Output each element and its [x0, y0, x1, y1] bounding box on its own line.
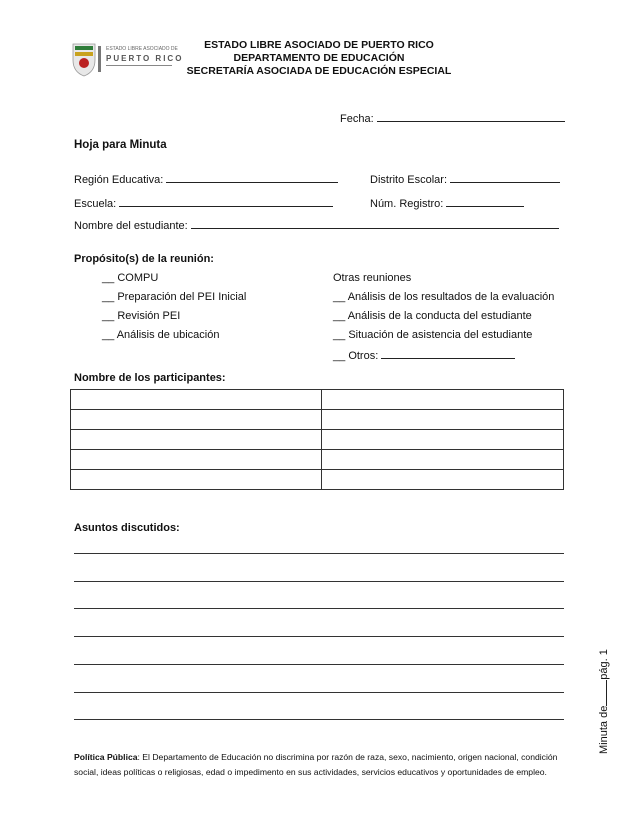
escuela-row [74, 196, 333, 210]
logo-line-1: ESTADO LIBRE ASOCIADO DE [106, 46, 178, 52]
region-row [74, 172, 338, 186]
table-row [71, 430, 564, 450]
distrito-label: Distrito Escolar: [370, 174, 448, 186]
registro-field[interactable] [446, 196, 524, 207]
checkbox-blank[interactable]: __ [102, 272, 115, 284]
participant-cell[interactable] [71, 410, 322, 430]
checkbox-blank[interactable]: __ [333, 310, 346, 322]
participants-table [70, 389, 564, 490]
policy-text: : El Departamento de Educación no discrimina por razón de raza, sexo, nacimiento, origen nacional, condición social, ideas políticas o religiosas, edad o impedimento en sus actividades, servicios educativos y oportunidades de empleo. [74, 752, 558, 777]
estudiante-field[interactable] [191, 218, 559, 229]
checkbox-blank[interactable]: __ [102, 329, 115, 341]
issues-line[interactable] [74, 719, 564, 720]
purpose-left-label: COMPU [117, 272, 159, 284]
purpose-left-label: Análisis de ubicación [116, 329, 220, 341]
purpose-right-item[interactable] [333, 348, 515, 362]
page-marker [596, 649, 610, 754]
table-row [71, 450, 564, 470]
purpose-right-item[interactable] [333, 329, 532, 341]
participant-cell[interactable] [322, 390, 564, 410]
logo-line-2: PUERTO RICO [106, 54, 184, 63]
purpose-right-label: Situación de asistencia del estudiante [348, 329, 533, 341]
page-marker-suffix: pág. 1 [598, 649, 610, 680]
policy-label: Política Pública [74, 752, 138, 762]
registro-row [370, 196, 524, 210]
participant-cell[interactable] [71, 470, 322, 490]
participant-cell[interactable] [322, 450, 564, 470]
purpose-title: Propósito(s) de la reunión: [74, 253, 214, 265]
registro-label: Núm. Registro: [370, 198, 444, 210]
participant-cell[interactable] [71, 450, 322, 470]
fecha-field[interactable] [377, 111, 565, 122]
participant-cell[interactable] [322, 470, 564, 490]
page-marker-prefix: Minuta de [598, 705, 610, 754]
header-line-1: ESTADO LIBRE ASOCIADO DE PUERTO RICO [204, 39, 434, 51]
purpose-left-label: Preparación del PEI Inicial [117, 291, 247, 303]
header-line-3: SECRETARÍA ASOCIADA DE EDUCACIÓN ESPECIAL [186, 65, 452, 77]
distrito-field[interactable] [450, 172, 560, 183]
issues-line[interactable] [74, 692, 564, 693]
checkbox-blank[interactable]: __ [333, 350, 346, 362]
purpose-right-label: Análisis de la conducta del estudiante [347, 310, 532, 322]
table-row [71, 390, 564, 410]
issues-line[interactable] [74, 664, 564, 665]
purpose-right-item[interactable] [333, 310, 532, 322]
escuela-field[interactable] [119, 196, 333, 207]
purpose-left-item[interactable] [102, 310, 180, 322]
purpose-left-item[interactable] [102, 329, 219, 341]
participant-cell[interactable] [71, 430, 322, 450]
page-marker-blank[interactable] [596, 680, 607, 706]
form-title: Hoja para Minuta [74, 139, 167, 151]
checkbox-blank[interactable]: __ [333, 291, 346, 303]
purpose-left-item[interactable] [102, 272, 158, 284]
purpose-left-label: Revisión PEI [117, 310, 181, 322]
fecha-row [340, 111, 565, 125]
participant-cell[interactable] [71, 390, 322, 410]
participant-cell[interactable] [322, 410, 564, 430]
purpose-left-item[interactable] [102, 291, 246, 303]
policy-footer [74, 750, 570, 780]
issues-title: Asuntos discutidos: [74, 522, 180, 534]
other-meetings-title: Otras reuniones [333, 272, 412, 284]
issues-line[interactable] [74, 608, 564, 609]
table-row [71, 410, 564, 430]
participants-title: Nombre de los participantes: [74, 372, 226, 384]
estudiante-row [74, 218, 559, 232]
region-field[interactable] [166, 172, 338, 183]
escuela-label: Escuela: [74, 198, 117, 210]
purpose-right-label: Análisis de los resultados de la evaluación [347, 291, 555, 303]
table-row [71, 470, 564, 490]
otros-field[interactable] [381, 348, 515, 359]
purpose-right-label: Otros: [348, 350, 379, 362]
distrito-row [370, 172, 560, 186]
checkbox-blank[interactable]: __ [102, 291, 115, 303]
issues-line[interactable] [74, 553, 564, 554]
fecha-label: Fecha: [340, 113, 374, 125]
header-line-2: DEPARTAMENTO DE EDUCACIÓN [233, 52, 405, 64]
estudiante-label: Nombre del estudiante: [74, 220, 188, 232]
region-label: Región Educativa: [74, 174, 164, 186]
purpose-right-item[interactable] [333, 291, 554, 303]
issues-line[interactable] [74, 581, 564, 582]
participant-cell[interactable] [322, 430, 564, 450]
issues-line[interactable] [74, 636, 564, 637]
checkbox-blank[interactable]: __ [102, 310, 115, 322]
checkbox-blank[interactable]: __ [333, 329, 346, 341]
